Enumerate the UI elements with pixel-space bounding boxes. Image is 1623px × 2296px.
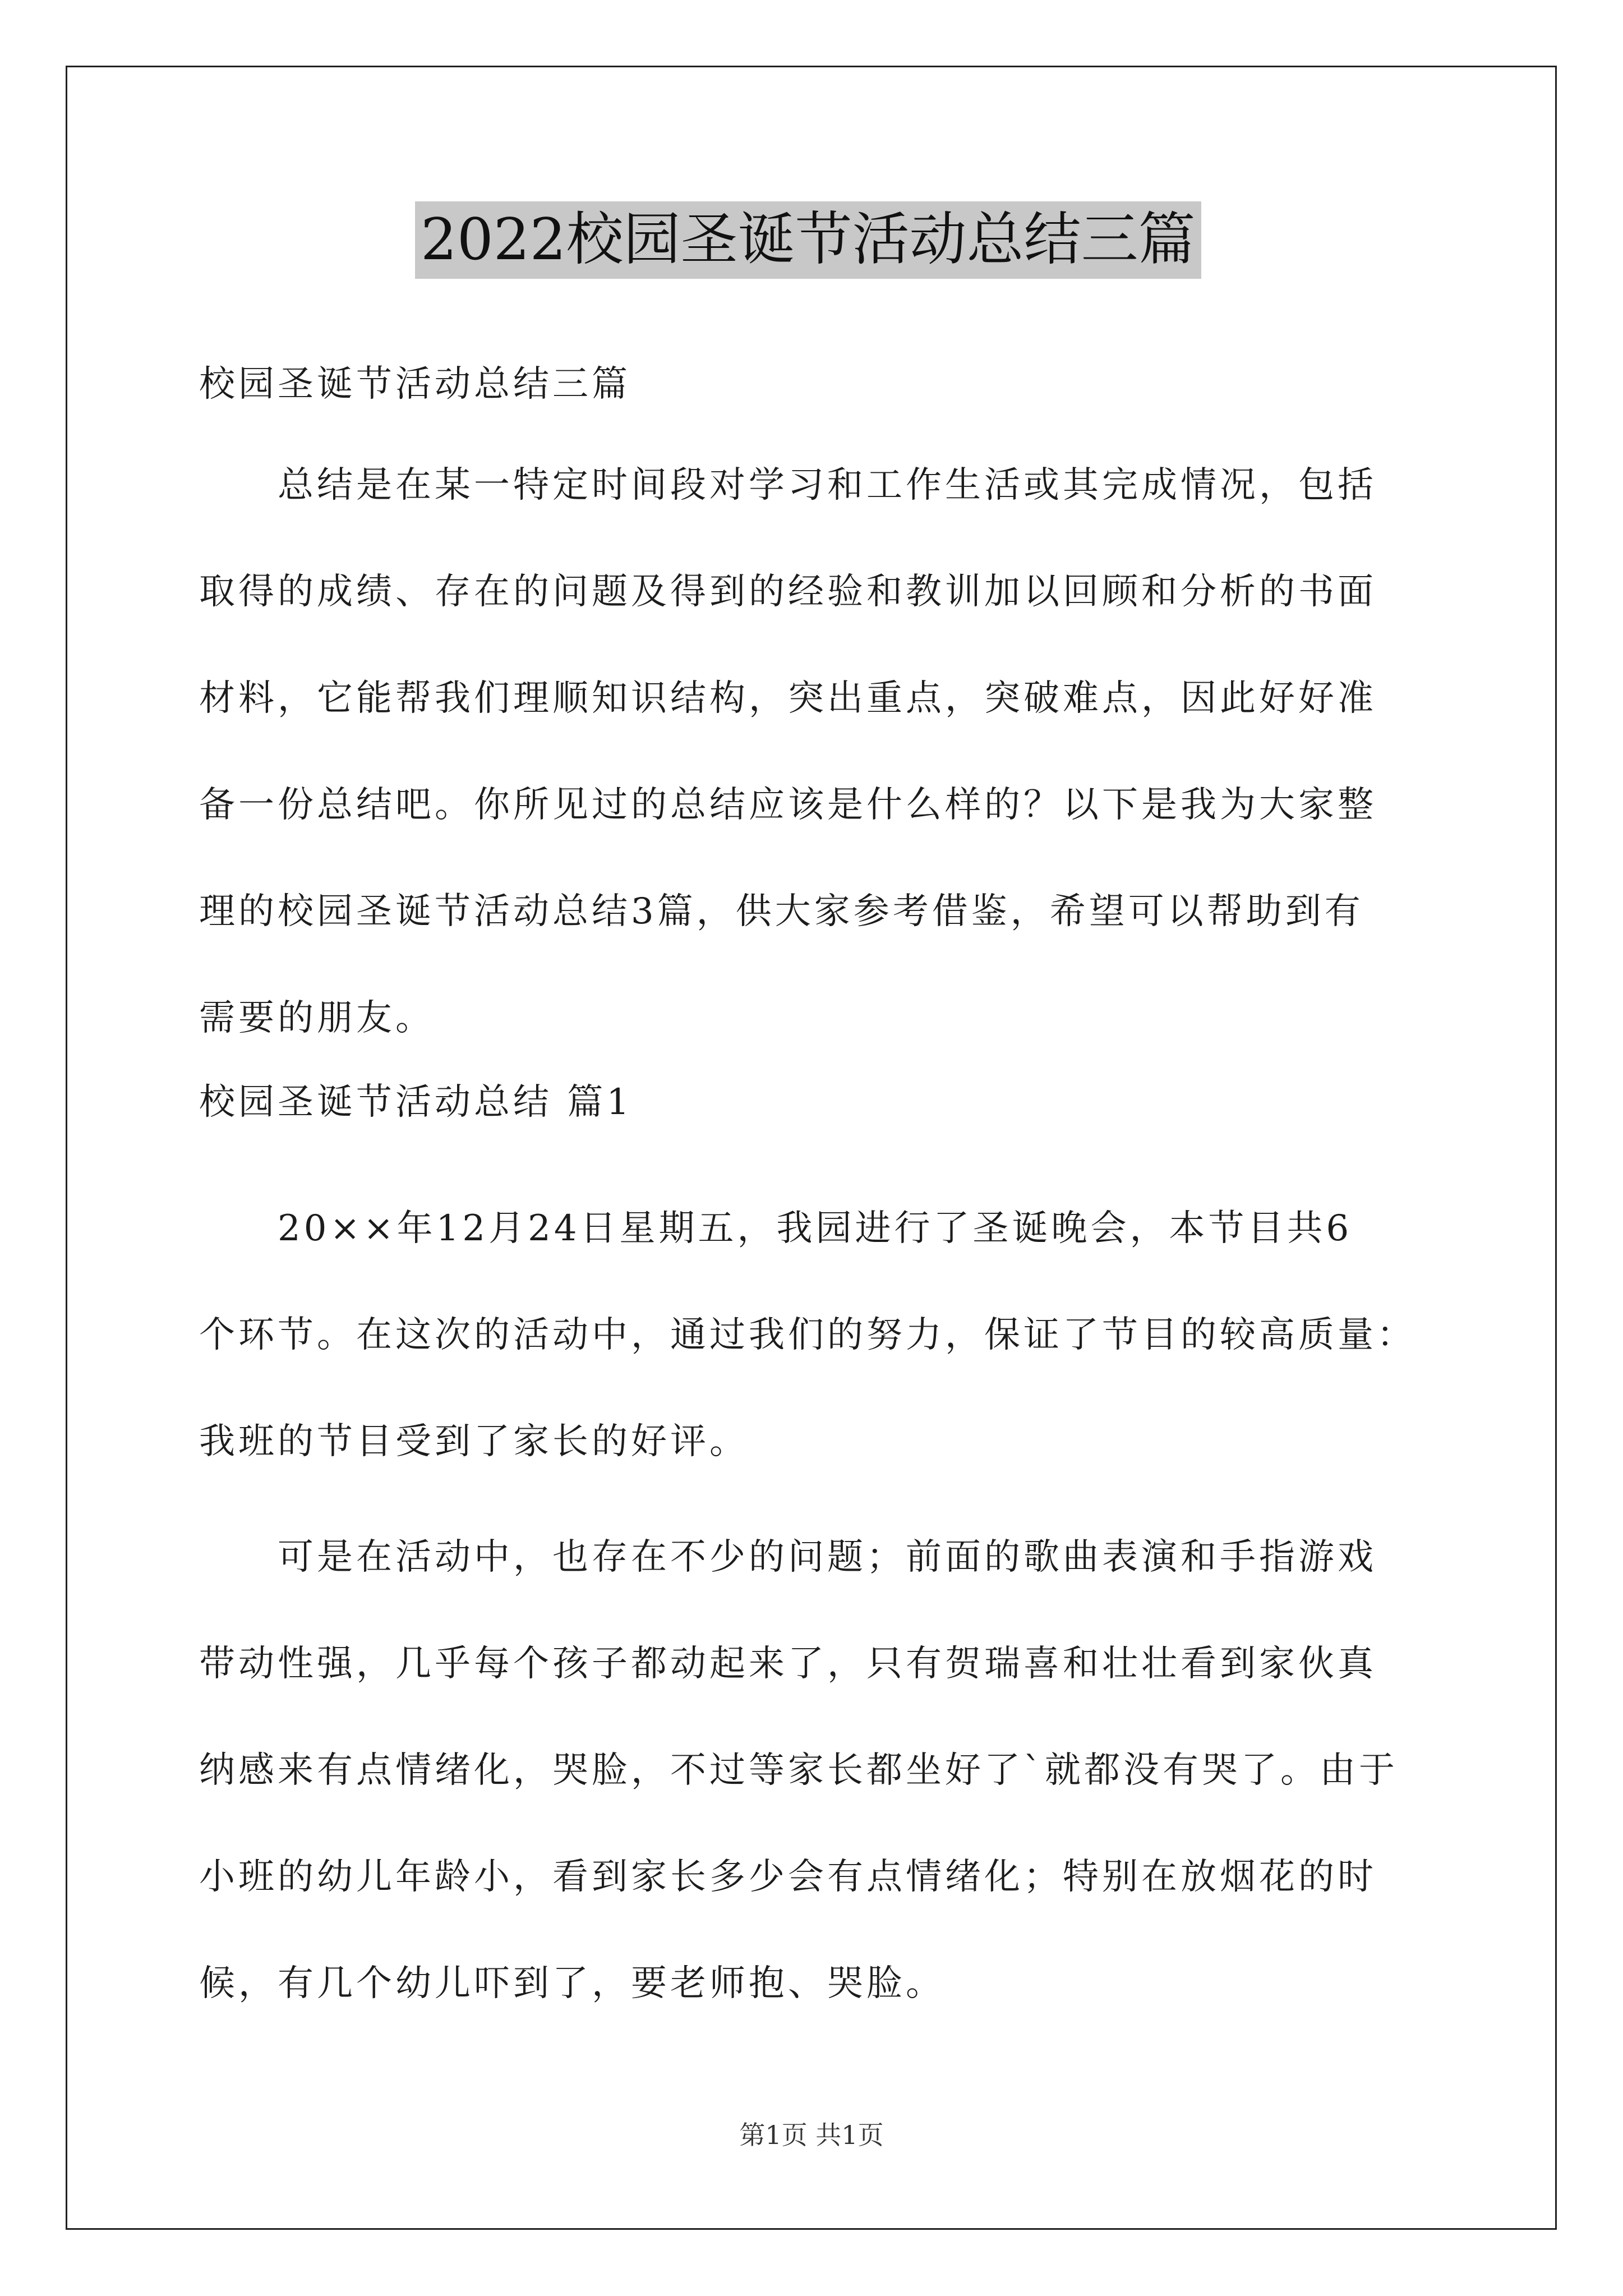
intro-line: 总结是在某一特定时间段对学习和工作生活或其完成情况，包括: [199, 464, 1377, 506]
intro-line: 需要的朋友。: [199, 997, 435, 1039]
paragraph-line: 小班的幼儿年龄小，看到家长多少会有点情绪化；特别在放烟花的时: [199, 1856, 1377, 1898]
intro-line: 取得的成绩、存在的问题及得到的经验和教训加以回顾和分析的书面: [199, 571, 1377, 613]
paragraph-line: 可是在活动中，也存在不少的问题；前面的歌曲表演和手指游戏: [199, 1536, 1377, 1578]
paragraph-line: 20××年12月24日星期五，我园进行了圣诞晚会，本节目共6: [199, 1208, 1353, 1249]
intro-line: 材料，它能帮我们理顺知识结构，突出重点，突破难点，因此好好准: [199, 678, 1377, 719]
paragraph-line: 纳感来有点情绪化，哭脸，不过等家长都坐好了`就都没有哭了。由于: [199, 1750, 1398, 1791]
section1-paragraph-1: [199, 1175, 1438, 1495]
paragraph-line: 带动性强，几乎每个孩子都动起来了，只有贺瑞喜和壮壮看到家伙真: [199, 1643, 1377, 1685]
intro-line: 理的校园圣诞节活动总结3篇，供大家参考借鉴，希望可以帮助到有: [199, 891, 1364, 932]
paragraph-line: 候，有几个幼儿吓到了，要老师抱、哭脸。: [199, 1963, 945, 2004]
page-number-footer: 第1页 共1页: [739, 2120, 884, 2150]
paragraph-line: 个环节。在这次的活动中，通过我们的努力，保证了节目的较高质量：: [199, 1314, 1416, 1356]
paragraph-line: 我班的节目受到了家长的好评。: [199, 1421, 749, 1462]
intro-paragraph: [199, 432, 1438, 1071]
section-heading: 校园圣诞节活动总结 篇1: [199, 1082, 633, 1123]
document-title: 2022校园圣诞节活动总结三篇: [415, 201, 1201, 279]
section1-paragraph-2: [199, 1504, 1438, 2037]
document-subtitle: 校园圣诞节活动总结三篇: [199, 364, 631, 405]
intro-line: 备一份总结吧。你所见过的总结应该是什么样的？以下是我为大家整: [199, 784, 1377, 826]
